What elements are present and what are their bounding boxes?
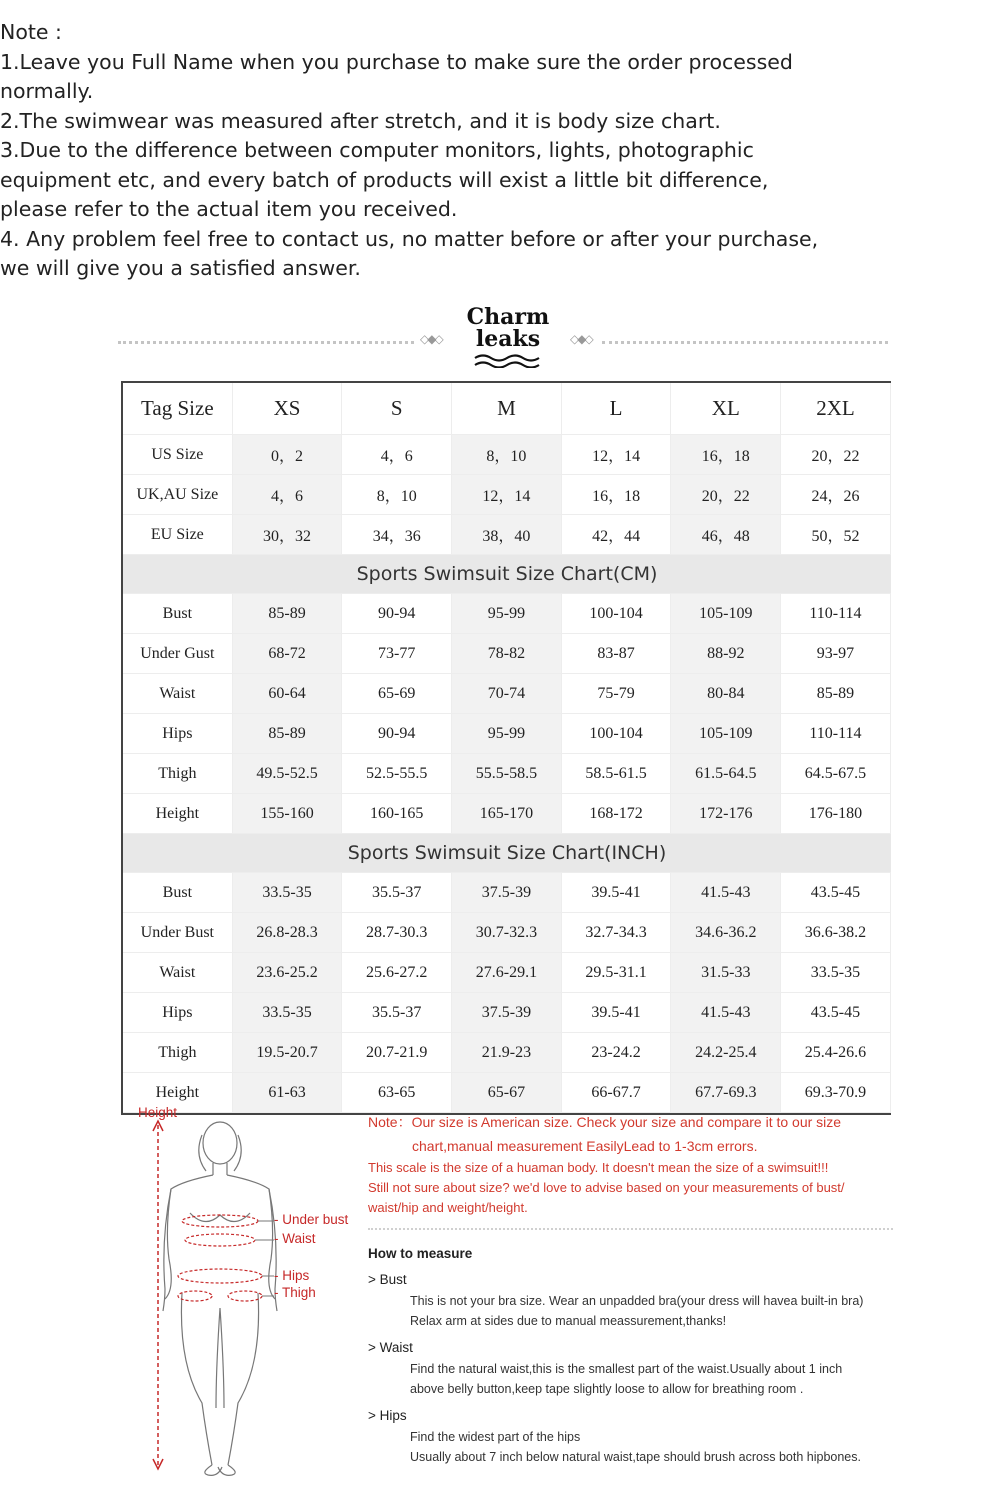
note-item-4: 4. Any problem feel free to contact us, no matter before or after your purchase, we will give you a satisfied answer. (0, 226, 819, 280)
table-row (123, 594, 891, 634)
body-outline-illustration (120, 1103, 360, 1493)
table-cell: 29.5-31.1 (562, 953, 672, 992)
table-cell: 85-89 (233, 714, 343, 753)
table-cell: 60-64 (233, 674, 343, 713)
table-cell: 41.5-43 (671, 873, 781, 912)
table-cell: 78-82 (452, 634, 562, 673)
left-diamond-ornament: ◇◆◇ (420, 332, 442, 346)
table-cell: 95-99 (452, 714, 562, 753)
table-cell: 35.5-37 (342, 993, 452, 1032)
size-note-line1: Note：Our size is American size. Check your size and compare it to our size (368, 1114, 842, 1130)
table-cell: 63-65 (342, 1073, 452, 1112)
table-row (123, 953, 891, 993)
row-label-cell: Hips (123, 993, 233, 1032)
row-label-cell: Waist (123, 953, 233, 992)
brand-logo (458, 306, 558, 372)
table-cell: 105-109 (671, 594, 781, 633)
row-label-cell: Height (123, 794, 233, 833)
table-row (123, 634, 891, 674)
table-cell: XS (233, 383, 343, 434)
table-row (123, 435, 891, 475)
table-cell: 37.5-39 (452, 873, 562, 912)
table-cell: 95-99 (452, 594, 562, 633)
row-label-cell: Under Gust (123, 634, 233, 673)
right-diamond-ornament: ◇◆◇ (570, 332, 592, 346)
table-cell: 20，22 (671, 475, 781, 514)
table-cell: 85-89 (233, 594, 343, 633)
note-item-3: 3.Due to the difference between computer monitors, lights, photographic equipment etc, and every batch of products will exist a little bit difference, please refer to the actual item you received. (0, 138, 769, 221)
table-row (123, 475, 891, 515)
table-cell: 39.5-41 (562, 873, 672, 912)
body-measure-figure (120, 1103, 360, 1493)
left-dotted-rule (118, 341, 414, 344)
table-row (123, 714, 891, 754)
table-cell: 19.5-20.7 (233, 1033, 343, 1072)
table-cell: 65-69 (342, 674, 452, 713)
table-cell: 23-24.2 (562, 1033, 672, 1072)
row-label-cell: Height (123, 1073, 233, 1112)
table-cell: 42，44 (562, 515, 672, 554)
table-cell: 32.7-34.3 (562, 913, 672, 952)
table-cell: 46，48 (671, 515, 781, 554)
hips-instructions (368, 1427, 893, 1467)
table-cell: 100-104 (562, 594, 672, 633)
row-label-cell: Thigh (123, 1033, 233, 1072)
table-cell: 70-74 (452, 674, 562, 713)
table-row (123, 993, 891, 1033)
table-cell: 64.5-67.5 (781, 754, 891, 793)
table-cell: 41.5-43 (671, 993, 781, 1032)
table-cell: 31.5-33 (671, 953, 781, 992)
scale-note-line3: waist/hip and weight/height. (368, 1200, 528, 1215)
table-cell: 21.9-23 (452, 1033, 562, 1072)
thigh-label: - Thigh (274, 1285, 316, 1300)
table-cell: 38，40 (452, 515, 562, 554)
table-cell: 66-67.7 (562, 1073, 672, 1112)
table-cell: 49.5-52.5 (233, 754, 343, 793)
table-cell: 33.5-35 (233, 873, 343, 912)
table-row (123, 1033, 891, 1073)
cm-section-title: Sports Swimsuit Size Chart(CM) (123, 555, 891, 594)
table-cell: S (342, 383, 452, 434)
row-label-cell: Thigh (123, 754, 233, 793)
table-cell: 23.6-25.2 (233, 953, 343, 992)
row-label-cell: Hips (123, 714, 233, 753)
table-cell: 176-180 (781, 794, 891, 833)
table-cell: 80-84 (671, 674, 781, 713)
notes-block (0, 18, 820, 284)
row-label-cell: Under Bust (123, 913, 233, 952)
table-cell: 168-172 (562, 794, 672, 833)
table-cell: 8，10 (452, 435, 562, 474)
table-cell: M (452, 383, 562, 434)
table-cell: 52.5-55.5 (342, 754, 452, 793)
bust-line1: This is not your bra size. Wear an unpadded bra(your dress will havea built-in bra) (410, 1294, 864, 1308)
table-cell: 4，6 (233, 475, 343, 514)
table-cell: 69.3-70.9 (781, 1073, 891, 1112)
table-cell: 2XL (781, 383, 891, 434)
table-cell: 110-114 (781, 594, 891, 633)
table-cell: 73-77 (342, 634, 452, 673)
scale-note-line2: Still not sure about size? we'd love to advise based on your measurements of bust/ (368, 1180, 845, 1195)
table-cell: 25.4-26.6 (781, 1033, 891, 1072)
table-cell: 68-72 (233, 634, 343, 673)
table-cell: 50，52 (781, 515, 891, 554)
brand-header (0, 306, 1000, 376)
inch-section-title: Sports Swimsuit Size Chart(INCH) (123, 834, 891, 873)
table-cell: 165-170 (452, 794, 562, 833)
table-cell: 43.5-45 (781, 873, 891, 912)
table-cell: 35.5-37 (342, 873, 452, 912)
table-row (123, 674, 891, 714)
waist-line1: Find the natural waist,this is the smallest part of the waist.Usually about 1 inch (410, 1362, 843, 1376)
hips-line1: Find the widest part of the hips (410, 1430, 581, 1444)
bust-heading: > Bust (368, 1272, 407, 1287)
row-label-cell: Waist (123, 674, 233, 713)
waves-icon (473, 354, 543, 368)
table-row (123, 873, 891, 913)
table-cell: 16，18 (671, 435, 781, 474)
table-cell: 30.7-32.3 (452, 913, 562, 952)
table-row (123, 383, 891, 435)
hips-heading: > Hips (368, 1408, 407, 1423)
table-cell: 24.2-25.4 (671, 1033, 781, 1072)
table-cell: 93-97 (781, 634, 891, 673)
table-row (123, 515, 891, 555)
table-cell: 39.5-41 (562, 993, 672, 1032)
table-cell: 88-92 (671, 634, 781, 673)
waist-label: - Waist (274, 1231, 316, 1246)
waist-line2: above belly button,keep tape slightly loose to allow for breathing room . (410, 1382, 804, 1396)
hips-label: - Hips (274, 1268, 310, 1283)
scale-note-line1: This scale is the size of a huaman body. It doesn't mean the size of a swimsuit!!! (368, 1160, 829, 1175)
table-cell: 90-94 (342, 714, 452, 753)
table-cell: 55.5-58.5 (452, 754, 562, 793)
table-cell: 110-114 (781, 714, 891, 753)
waist-heading: > Waist (368, 1340, 413, 1355)
table-cell: 30，32 (233, 515, 343, 554)
table-cell: 160-165 (342, 794, 452, 833)
table-cell: 37.5-39 (452, 993, 562, 1032)
table-cell: 28.7-30.3 (342, 913, 452, 952)
table-cell: 20，22 (781, 435, 891, 474)
table-cell: 75-79 (562, 674, 672, 713)
table-cell: L (562, 383, 672, 434)
table-cell: 58.5-61.5 (562, 754, 672, 793)
bust-line2: Relax arm at sides due to manual meassurement,thanks! (410, 1314, 727, 1328)
note-header: Note : (0, 20, 62, 44)
brand-logo-line1: Charm (466, 304, 550, 330)
table-cell: 4，6 (342, 435, 452, 474)
table-cell: 34，36 (342, 515, 452, 554)
note-item-2: 2.The swimwear was measured after stretch, and it is body size chart. (0, 108, 721, 133)
table-cell: 85-89 (781, 674, 891, 713)
waist-instructions (368, 1359, 893, 1399)
table-cell: 65-67 (452, 1073, 562, 1112)
row-label-cell: Bust (123, 594, 233, 633)
table-cell: 105-109 (671, 714, 781, 753)
row-label-cell: US Size (123, 435, 233, 474)
table-cell: 0，2 (233, 435, 343, 474)
height-label: Height (138, 1105, 178, 1120)
hips-line2: Usually about 7 inch below natural waist,tape should brush across both hipbones. (410, 1450, 861, 1464)
measure-guide (368, 1110, 893, 1473)
table-row (123, 913, 891, 953)
table-cell: 155-160 (233, 794, 343, 833)
table-row (123, 794, 891, 834)
row-label-cell: Tag Size (123, 383, 233, 434)
table-cell: XL (671, 383, 781, 434)
table-cell: 8，10 (342, 475, 452, 514)
how-to-measure-heading: How to measure (368, 1246, 473, 1261)
table-cell: 43.5-45 (781, 993, 891, 1032)
table-cell: 24，26 (781, 475, 891, 514)
table-cell: 34.6-36.2 (671, 913, 781, 952)
table-cell: 12，14 (452, 475, 562, 514)
table-cell: 100-104 (562, 714, 672, 753)
table-cell: 33.5-35 (233, 993, 343, 1032)
table-cell: 36.6-38.2 (781, 913, 891, 952)
brand-logo-line2: leaks (475, 326, 541, 352)
table-cell: 67.7-69.3 (671, 1073, 781, 1112)
row-label-cell: EU Size (123, 515, 233, 554)
note-item-1: 1.Leave you Full Name when you purchase to make sure the order processed normally. (0, 49, 793, 103)
right-dotted-rule (602, 341, 888, 344)
table-cell: 27.6-29.1 (452, 953, 562, 992)
row-label-cell: UK,AU Size (123, 475, 233, 514)
row-label-cell: Bust (123, 873, 233, 912)
table-cell: 172-176 (671, 794, 781, 833)
table-cell: 26.8-28.3 (233, 913, 343, 952)
table-cell: 90-94 (342, 594, 452, 633)
table-cell: 83-87 (562, 634, 672, 673)
size-note-line2: chart,manual measurement EasilyLead to 1-3cm errors. (412, 1138, 758, 1154)
table-cell: 61.5-64.5 (671, 754, 781, 793)
table-cell: 61-63 (233, 1073, 343, 1112)
guide-divider (368, 1228, 893, 1230)
bust-instructions (368, 1291, 893, 1331)
table-cell: 16，18 (562, 475, 672, 514)
table-row (123, 754, 891, 794)
table-cell: 12，14 (562, 435, 672, 474)
size-table (121, 381, 891, 1115)
table-cell: 25.6-27.2 (342, 953, 452, 992)
under-bust-label: - Under bust (274, 1212, 349, 1227)
table-cell: 33.5-35 (781, 953, 891, 992)
table-cell: 20.7-21.9 (342, 1033, 452, 1072)
